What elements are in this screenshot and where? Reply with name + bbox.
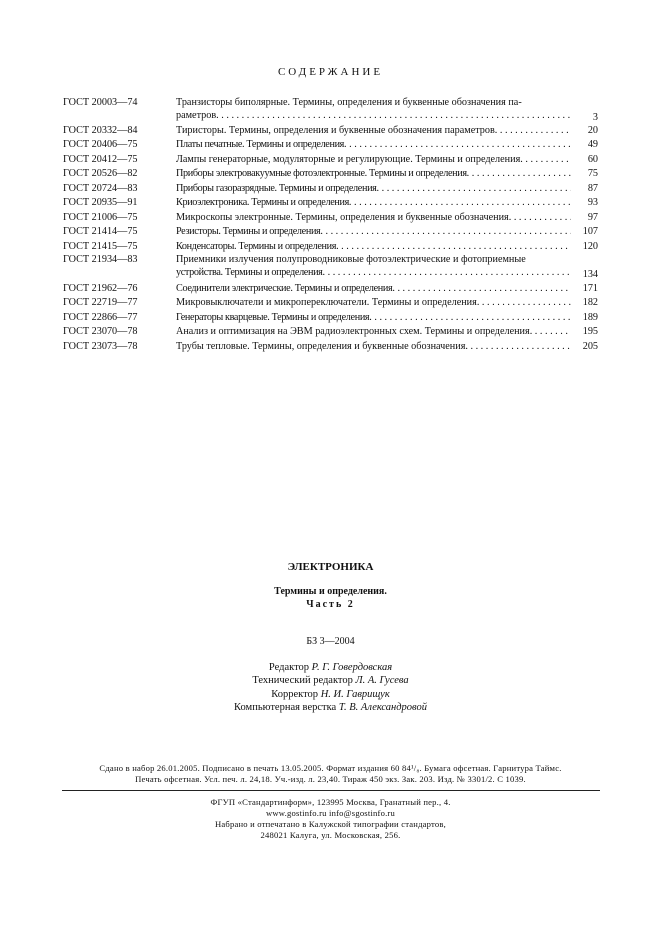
toc-entry-code: ГОСТ 21962—76 xyxy=(63,283,138,294)
credit-person: Н. И. Гаврищук xyxy=(320,689,390,700)
toc-title: СОДЕРЖАНИЕ xyxy=(277,66,384,78)
toc-entry-title-line: Приемники излучения полупроводниковые фотоэлектрические и фотоприемные xyxy=(176,254,526,265)
toc-entry-page: 97 xyxy=(587,212,598,223)
credit-person: Л. А. Гусева xyxy=(355,675,409,686)
toc-entry-title xyxy=(176,167,571,180)
toc-entry-page: 93 xyxy=(587,197,598,208)
toc-leader-dots xyxy=(520,153,571,166)
toc-entry-code: ГОСТ 20332—84 xyxy=(63,125,138,136)
toc-entry-code: ГОСТ 21006—75 xyxy=(63,212,138,223)
toc-leader-dots xyxy=(509,211,571,224)
toc-leader-dots xyxy=(530,325,571,338)
toc-entry-page: 195 xyxy=(582,326,598,337)
toc-entry-title xyxy=(176,225,571,238)
toc-entry-title-line: Тиристоры. Термины, определения и буквенные обозначения параметров xyxy=(176,125,495,136)
toc-entry-title-line: Конденсаторы. Термины и определения xyxy=(176,241,337,252)
toc-leader-dots xyxy=(377,182,571,195)
book-part: Часть 2 xyxy=(306,599,355,610)
imprint-line-1: Сдано в набор 26.01.2005. Подписано в печать 13.05.2005. Формат издания 60 84¹/₈. Бумага офсетная. Гарнитура Таймс. xyxy=(99,763,562,773)
toc-entry-page: 120 xyxy=(582,241,598,252)
toc-entry-title xyxy=(176,340,571,353)
publisher-address: ФГУП «Стандартинформ», 123995 Москва, Гранатный пер., 4. xyxy=(210,797,451,807)
divider xyxy=(62,790,600,791)
toc-entry-title-line: Трубы тепловые. Термины, определения и буквенные обозначения xyxy=(176,341,466,352)
toc-entry-title xyxy=(176,311,571,324)
toc-entry-title-line: Криоэлектроника. Термины и определения xyxy=(176,197,349,208)
toc-leader-dots xyxy=(336,240,571,253)
credit-role: Корректор xyxy=(271,689,319,700)
toc-leader-dots xyxy=(344,138,571,151)
toc-entry-title-line: Приборы газоразрядные. Термины и определения xyxy=(176,183,377,194)
toc-entry-code: ГОСТ 20412—75 xyxy=(63,154,138,165)
toc-entry-code: ГОСТ 22866—77 xyxy=(63,312,138,323)
toc-entry-code: ГОСТ 20406—75 xyxy=(63,139,138,150)
printing-address: 248021 Калуга, ул. Московская, 256. xyxy=(260,830,401,840)
toc-entry-title-line: Микровыключатели и микропереключатели. Термины и определения xyxy=(176,297,477,308)
credit-tech-editor xyxy=(0,674,661,687)
toc-entry-page: 182 xyxy=(582,297,598,308)
toc-entry-title xyxy=(176,153,571,166)
toc-entry-code: ГОСТ 22719—77 xyxy=(63,297,138,308)
toc-entry-title xyxy=(176,196,571,209)
credit-role: Компьютерная верстка xyxy=(234,702,337,713)
credit-person: Р. Г. Говердовская xyxy=(311,662,393,673)
toc-entry-title-line: раметров xyxy=(176,110,217,121)
toc-entry-title-line: устройства. Термины и определения xyxy=(176,267,323,278)
toc-entry-page: 171 xyxy=(582,283,598,294)
toc-entry-title xyxy=(176,124,571,137)
toc-entry-title-line: Микроскопы электронные. Термины, определения и буквенные обозначения xyxy=(176,212,509,223)
toc-entry-page: 134 xyxy=(582,269,598,280)
toc-entry-title xyxy=(176,211,571,224)
toc-entry-code: ГОСТ 20724—83 xyxy=(63,183,138,194)
credit-role: Редактор xyxy=(268,662,310,673)
toc-entry-title-line: Приборы электровакуумные фотоэлектронные. Термины и определения xyxy=(176,168,467,179)
toc-entry-page: 189 xyxy=(582,312,598,323)
toc-leader-dots xyxy=(477,296,571,309)
toc-entry-code: ГОСТ 20003—74 xyxy=(63,97,138,108)
toc-leader-dots xyxy=(392,282,571,295)
toc-entry-page: 20 xyxy=(587,125,598,136)
toc-entry-page: 3 xyxy=(592,112,598,123)
toc-entry-title-line: Транзисторы биполярные. Термины, определения и буквенные обозначения па- xyxy=(176,97,522,108)
toc-leader-dots xyxy=(349,196,571,209)
toc-leader-dots xyxy=(465,340,571,353)
toc-entry-page: 49 xyxy=(587,139,598,150)
toc-entry-code: ГОСТ 23070—78 xyxy=(63,326,138,337)
toc-leader-dots xyxy=(467,167,571,180)
imprint-line-2: Печать офсетная. Усл. печ. л. 24,18. Уч.-изд. л. 23,40. Тираж 450 экз. Зак. 203. Изд. № 3301/2. С 1039. xyxy=(135,774,526,784)
credit-person: Т. В. Александровой xyxy=(338,702,427,713)
toc-entry-code: ГОСТ 20935—91 xyxy=(63,197,138,208)
printing-house: Набрано и отпечатано в Калужской типографии стандартов, xyxy=(214,819,447,829)
toc-leader-dots xyxy=(320,225,571,238)
bz-number: БЗ 3—2004 xyxy=(306,636,355,647)
toc-entry-code: ГОСТ 23073—78 xyxy=(63,341,138,352)
toc-entry-title xyxy=(176,282,571,295)
toc-entry-page: 107 xyxy=(582,226,598,237)
toc-entry-title-line: Резисторы. Термины и определения xyxy=(176,226,321,237)
credit-role: Технический редактор xyxy=(252,675,353,686)
toc-entry-title xyxy=(176,296,571,309)
toc-entry-page: 75 xyxy=(587,168,598,179)
toc-entry-code: ГОСТ 21415—75 xyxy=(63,241,138,252)
toc-entry-page: 60 xyxy=(587,154,598,165)
toc-entry-page: 205 xyxy=(582,341,598,352)
credit-corrector xyxy=(0,688,661,701)
toc-entry-title-line: Генераторы кварцевые. Термины и определения xyxy=(176,312,370,323)
credit-editor xyxy=(0,661,661,674)
toc-leader-dots xyxy=(369,311,571,324)
book-subtitle: Термины и определения. xyxy=(274,586,387,597)
toc-entry-title xyxy=(176,138,571,151)
toc-entry-title xyxy=(176,240,571,253)
toc-entry-title xyxy=(176,182,571,195)
toc-entry-code: ГОСТ 21934—83 xyxy=(63,254,138,265)
toc-entry-title xyxy=(176,325,571,338)
credit-layout xyxy=(0,701,661,714)
toc-leader-dots xyxy=(323,266,571,279)
toc-entry-title-line: Анализ и оптимизация на ЭВМ радиоэлектронных схем. Термины и определения xyxy=(176,326,530,337)
toc-entry-code: ГОСТ 21414—75 xyxy=(63,226,138,237)
toc-entry-title-line: Лампы генераторные, модуляторные и регулирующие. Термины и определения xyxy=(176,154,521,165)
toc-entry-title-line: Платы печатные. Термины и определения xyxy=(176,139,345,150)
publisher-web: www.gostinfo.ru info@sgostinfo.ru xyxy=(265,808,395,818)
toc-entry-title xyxy=(176,96,571,122)
toc-entry-title-line: Соединители электрические. Термины и определения xyxy=(176,283,393,294)
toc-leader-dots xyxy=(216,109,571,122)
toc-entry-code: ГОСТ 20526—82 xyxy=(63,168,138,179)
toc-leader-dots xyxy=(495,124,571,137)
book-title: ЭЛЕКТРОНИКА xyxy=(287,561,374,573)
toc-entry-title xyxy=(176,253,571,279)
toc-entry-page: 87 xyxy=(587,183,598,194)
